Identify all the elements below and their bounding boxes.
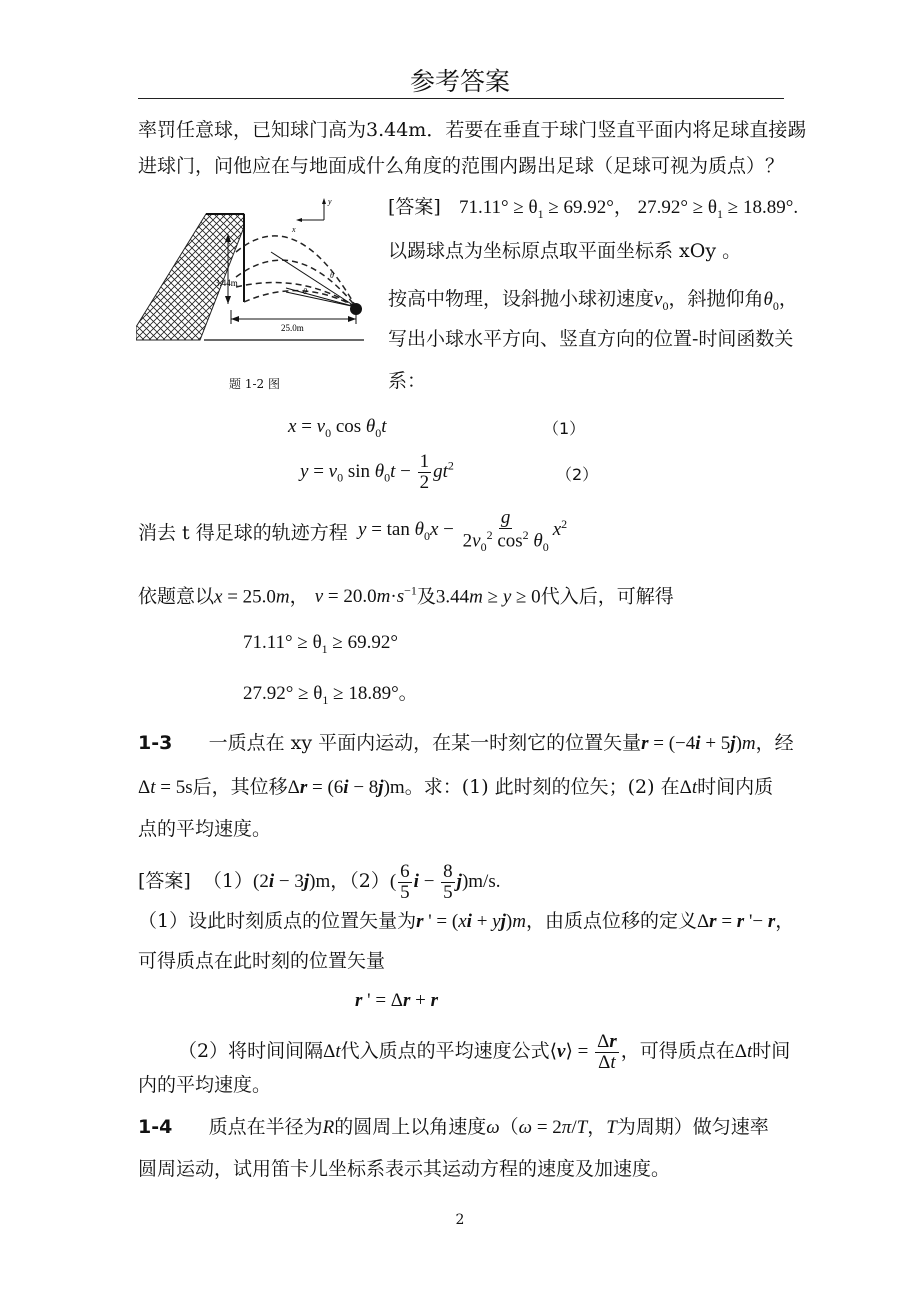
- q12-setup-b: ，斜抛仰角: [668, 288, 764, 310]
- q13-position-equation: r ' = Δr + r: [355, 990, 439, 1011]
- result-range-2: $27.92^\circ \ge \theta_1 \ge 18.89^\circ$。: [243, 683, 418, 707]
- q12-setup-c: ，: [778, 288, 798, 310]
- q14-number: 1-4: [138, 1116, 173, 1138]
- q12-answer-range-1: 71.11° ≥ θ: [458, 197, 538, 218]
- trajectory-intro: 消去 t 得足球的轨迹方程: [138, 522, 348, 544]
- q13-answer-label: [答案]: [138, 869, 191, 892]
- figure-theta-label-2: θ: [303, 287, 307, 296]
- q12-answer-label: [答案]: [388, 196, 441, 218]
- q12-answer-range-1b: ≥ 69.92°，: [543, 197, 633, 218]
- figure-axis-x-label: x: [292, 225, 296, 234]
- q13-step2-a: （2）将时间间隔: [178, 1039, 324, 1062]
- q14-line-2: 圆周运动，试用笛卡儿坐标系表示其运动方程的速度及加速度。: [138, 1158, 671, 1180]
- q14-text-a: 质点在半径为: [208, 1116, 323, 1138]
- q12-setup-line-3: 系：: [388, 370, 427, 392]
- q13-step2-d: 时间: [752, 1039, 791, 1062]
- q12-setup-a: 按高中物理，设斜抛小球初速度: [388, 288, 655, 310]
- q12-answer-range-2: 27.92° ≥ θ: [637, 197, 718, 218]
- sub-text-d: 代入后，可解得: [540, 585, 674, 608]
- q13-text-d: 。求：(1) 此时刻的位矢；(2) 在: [404, 776, 680, 798]
- q13-step2-c: ，可得质点在: [620, 1039, 735, 1062]
- q13-step2-line-1: （2）将时间间隔Δt代入质点的平均速度公式⟨v⟩ = $\frac{\Delta r}{\Delta t}$ ，可得质点在Δt时间: [178, 1031, 791, 1073]
- q13-step1-line-1: （1）设此时刻质点的位置矢量为r ' = (xi + yj)m，由质点位移的定义Δr = r '− r，: [138, 910, 795, 932]
- sub-text-b: ，: [289, 585, 309, 608]
- figure-height-label: 3.44m: [215, 278, 238, 288]
- q14-text-b: 的圆周上以角速度: [334, 1116, 487, 1138]
- result-range-1: $71.11^\circ \ge \theta_1 \ge 69.92^\circ$: [243, 632, 398, 656]
- figure-caption: 题 1-2 图: [229, 377, 280, 391]
- q13-text-c: 后，其位移: [192, 776, 288, 798]
- q13-step2-b: 代入质点的平均速度公式: [340, 1039, 550, 1062]
- intro-line-1: 率罚任意球，已知球门高为3.44m．若要在垂直于球门竖直平面内将足球直接踢: [138, 119, 807, 141]
- q13-text-a: 一质点在 xy 平面内运动，在某一时刻它的位置矢量: [208, 732, 642, 754]
- q12-setup-line-2: 写出小球水平方向、竖直方向的位置-时间函数关: [388, 328, 794, 350]
- q13-text-e: 时间内质: [697, 776, 774, 798]
- q13-line-3: 点的平均速度。: [138, 818, 272, 840]
- q12-answer-line: [答案] $71.11^\circ \ge \theta_1 \ge 69.92^\circ$， $27.92^\circ \ge \theta_1 \ge 18.89^\circ$.: [388, 196, 799, 221]
- q13-number: 1-3: [138, 732, 173, 754]
- q13-answer-line: [答案] （1）(2i − 3j)m，（2）( $\frac{6}{5}$ i − $\frac{8}{5}$ j)m/s.: [138, 861, 501, 903]
- q13-step2-line-2: 内的平均速度。: [138, 1074, 272, 1096]
- q13-line-1: 1-3 一质点在 xy 平面内运动，在某一时刻它的位置矢量r = (−4i + 5j)m，经: [138, 732, 794, 754]
- page-header-title: 参考答案: [409, 67, 510, 96]
- free-kick-diagram: [136, 192, 364, 367]
- q13-line-2: Δt = 5s后，其位移Δr = (6i − 8j)m。求：(1) 此时刻的位矢；(2) 在Δt时间内质: [138, 776, 774, 798]
- equation-2-number: （2）: [556, 465, 599, 484]
- figure-free-kick: [136, 192, 364, 367]
- q14-line-1: 1-4 质点在半径为R的圆周上以角速度ω（ω = 2π/T，T为周期）做匀速率: [138, 1116, 769, 1138]
- q12-answer-range-2b: ≥ 18.89°.: [723, 197, 799, 218]
- q13-step1-c: ，: [775, 910, 795, 932]
- q13-step1-line-2: 可得质点在此时刻的位置矢量: [138, 950, 386, 972]
- equation-1-number: （1）: [543, 419, 586, 438]
- substitution-line: 依题意以x = 25.0m， $v = 20.0m\cdot s^{-1}$及3.44m ≥ y ≥ 0代入后，可解得: [138, 584, 674, 608]
- equation-2: $y = v_0$ $\sin \theta_0t$ − $\frac{1}{2}$ $gt^2$: [300, 451, 454, 493]
- equation-1: $x = v_0$ $\cos \theta_0t$: [288, 416, 387, 440]
- q13-text-b: ，经: [755, 732, 794, 754]
- page-number: 2: [455, 1212, 465, 1228]
- header-divider: [138, 98, 784, 99]
- figure-axis-y-label: y: [328, 197, 332, 206]
- sub-text-a: 依题意以: [138, 585, 215, 608]
- q13-answer-part2: ，（2）: [330, 869, 390, 892]
- q14-text-c: （: [499, 1116, 519, 1138]
- trajectory-equation: $y = \tan \theta_0x$ − $\frac{g}{2v_0^2 \cos^2 \theta_0}$ $x^2$: [358, 507, 568, 555]
- q13-answer-part1: （1）: [202, 869, 254, 892]
- sub-text-c: 及: [416, 585, 436, 608]
- q12-coord-text: 以踢球点为坐标原点取平面坐标系 xOy 。: [388, 240, 742, 262]
- q13-step1-a: （1）设此时刻质点的位置矢量为: [138, 910, 417, 932]
- q12-setup-line-1: 按高中物理，设斜抛小球初速度$v_0$，斜抛仰角$\theta_0$，: [388, 288, 798, 313]
- q14-text-e: 为周期）做匀速率: [616, 1116, 769, 1138]
- q14-text-d: ，: [587, 1116, 607, 1138]
- intro-line-2: 进球门，问他应在与地面成什么角度的范围内踢出足球（足球可视为质点）？: [138, 155, 785, 177]
- q13-step1-b: ，由质点位移的定义: [525, 910, 697, 932]
- figure-theta-label-1: θ: [330, 271, 334, 280]
- figure-distance-label: 25.0m: [281, 323, 304, 333]
